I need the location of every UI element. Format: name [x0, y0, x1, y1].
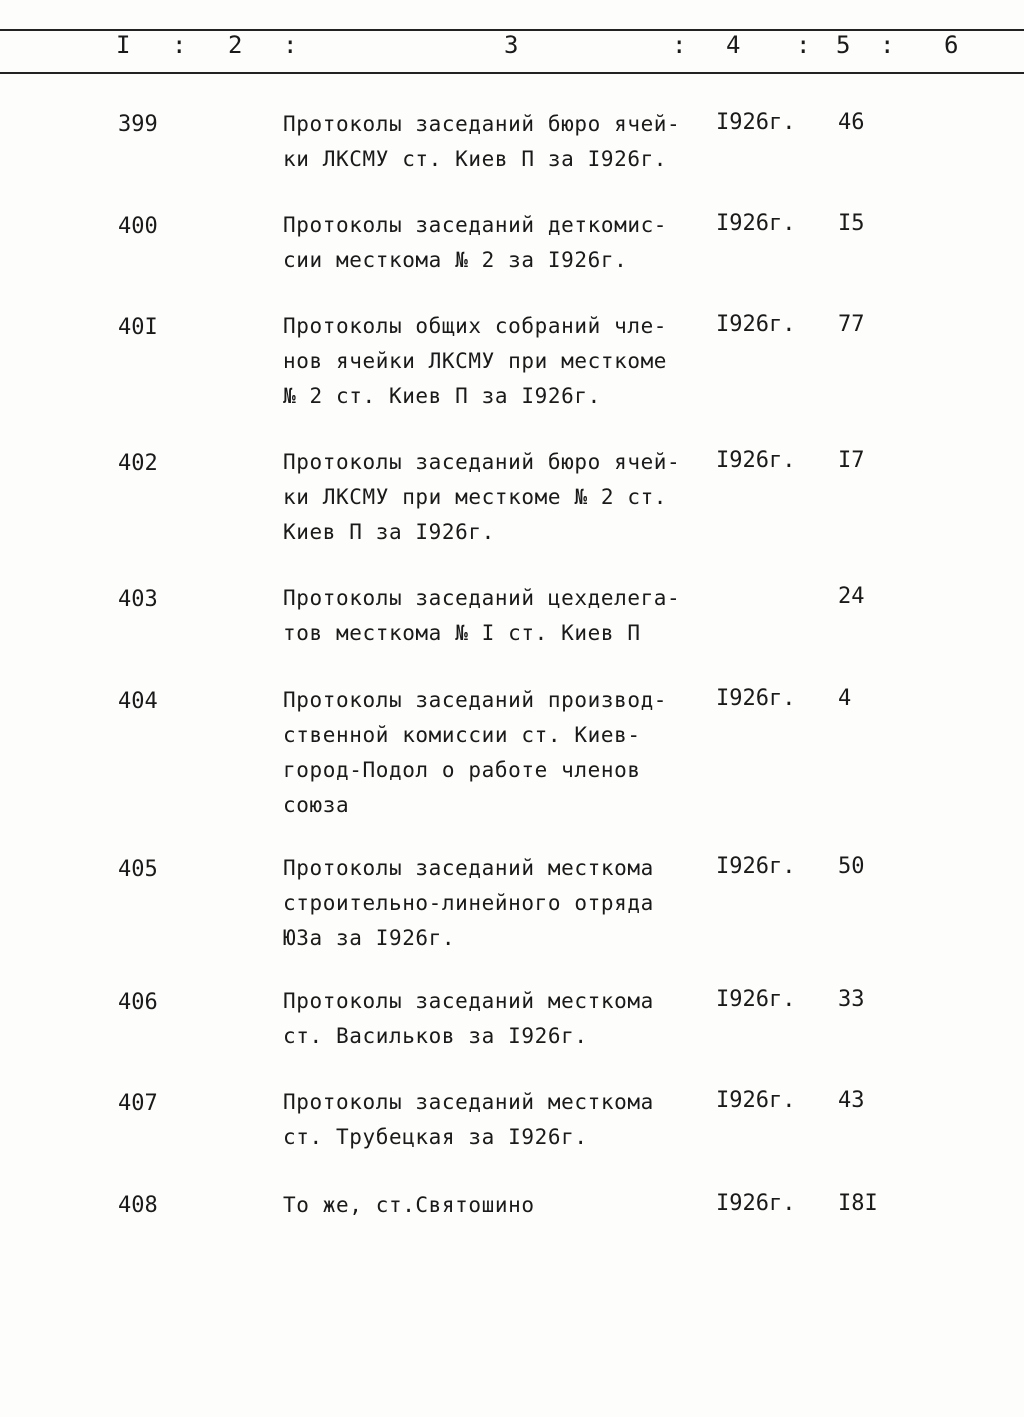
- row-title: Протоколы заседаний производ- ственной комиссии ст. Киев- город-Подол о работе членов союза: [283, 688, 668, 817]
- row-count: 50: [838, 854, 865, 879]
- header-col-5: 5: [836, 31, 851, 59]
- header-col-3: 3: [504, 31, 519, 59]
- row-date: I926г.: [716, 854, 796, 879]
- row-date: I926г.: [716, 448, 796, 473]
- row-date: I926г.: [716, 1088, 796, 1113]
- row-date: I926г.: [716, 211, 796, 236]
- row-count: 46: [838, 110, 865, 135]
- row-date: I926г.: [716, 987, 796, 1012]
- header-separator: :: [283, 31, 298, 59]
- header-separator: :: [672, 31, 687, 59]
- row-title: Протоколы заседаний деткомис- сии месткома № 2 за I926г.: [283, 213, 668, 272]
- row-date: I926г.: [716, 312, 796, 337]
- row-number: 399: [118, 112, 158, 137]
- header-col-4: 4: [726, 31, 741, 59]
- row-date: I926г.: [716, 110, 796, 135]
- header-bottom-rule: [0, 72, 1024, 74]
- row-title: Протоколы заседаний месткома ст. Трубецкая за I926г.: [283, 1090, 654, 1149]
- row-number: 403: [118, 587, 158, 612]
- header-separator: :: [796, 31, 811, 59]
- row-count: 4: [838, 686, 852, 711]
- row-title: Протоколы общих собраний чле- нов ячейки ЛКСМУ при месткоме № 2 ст. Киев П за I926г.: [283, 314, 668, 408]
- header-separator: :: [880, 31, 895, 59]
- row-count: I8I: [838, 1191, 878, 1216]
- row-number: 40I: [118, 315, 158, 340]
- row-count: 24: [838, 584, 865, 609]
- row-count: 43: [838, 1088, 865, 1113]
- row-title: Протоколы заседаний месткома строительно-линейного отряда ЮЗа за I926г.: [283, 856, 654, 950]
- row-title: Протоколы заседаний бюро ячей- ки ЛКСМУ ст. Киев П за I926г.: [283, 112, 681, 171]
- row-title: Протоколы заседаний бюро ячей- ки ЛКСМУ при месткоме № 2 ст. Киев П за I926г.: [283, 450, 681, 544]
- header-col-2: 2: [228, 31, 243, 59]
- row-number: 404: [118, 689, 158, 714]
- row-number: 406: [118, 990, 158, 1015]
- row-date: I926г.: [716, 1191, 796, 1216]
- row-count: I5: [838, 211, 865, 236]
- row-title: Протоколы заседаний цехделега- тов месткома № I ст. Киев П: [283, 586, 681, 645]
- row-count: I7: [838, 448, 865, 473]
- row-title: То же, ст.Святошино: [283, 1193, 535, 1217]
- row-number: 402: [118, 451, 158, 476]
- row-number: 405: [118, 857, 158, 882]
- row-count: 77: [838, 312, 865, 337]
- header-col-6: 6: [944, 31, 959, 59]
- header-separator: :: [172, 31, 187, 59]
- row-number: 408: [118, 1193, 158, 1218]
- row-count: 33: [838, 987, 865, 1012]
- row-title: Протоколы заседаний месткома ст. Васильков за I926г.: [283, 989, 654, 1048]
- row-number: 407: [118, 1091, 158, 1116]
- row-date: I926г.: [716, 686, 796, 711]
- row-number: 400: [118, 214, 158, 239]
- header-col-1: I: [116, 31, 131, 59]
